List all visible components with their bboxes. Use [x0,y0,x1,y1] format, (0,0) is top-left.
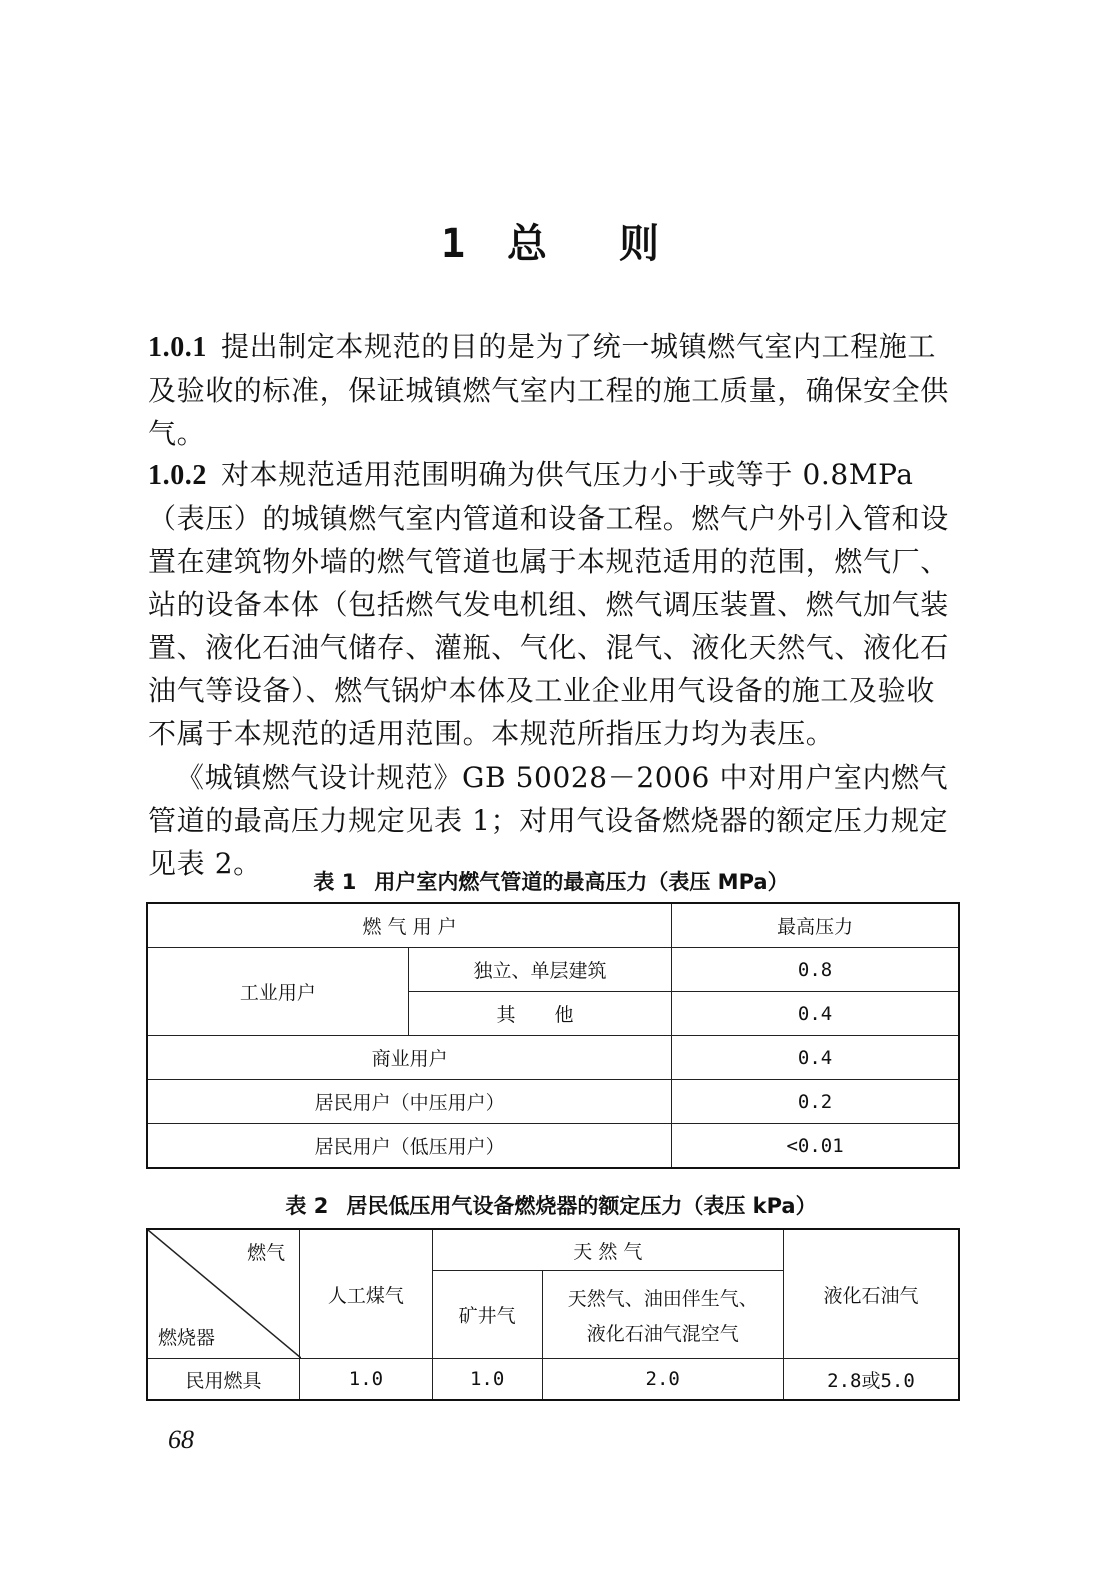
row-value-lpg: 2.8或5.0 [783,1359,959,1401]
table-row [147,1080,959,1124]
table1-caption-number: 表 1 [313,870,357,894]
header-lpg: 液化石油气 [783,1229,959,1359]
table-row [147,1124,959,1169]
header-natural-sub-line1: 天然气、油田伴生气、 [567,1287,758,1310]
chapter-number: 1 [440,221,468,267]
table-row [147,1359,959,1401]
row-value: 0.2 [672,1080,959,1124]
row-label: 独立、单层建筑 [408,948,671,992]
clause-text: 对本规范适用范围明确为供气压力小于或等于 0.8MPa（表压）的城镇燃气室内管道和设备工程。燃气户外引入管和设置在建筑物外墙的燃气管道也属于本规范适用的范围，燃气厂、站的设备本体（包括燃气发电机组、燃气调压装置、燃气加气装置、液化石油气储存、灌瓶、气化、混气、液化天然气、液化石油气等设备）、燃气锅炉本体及工业企业用气设备的施工及验收不属于本规范的适用范围。本规范所指压力均为表压。 [148,458,949,750]
clause-1-0-2 [148,453,960,755]
row-value-mine: 1.0 [432,1359,542,1401]
industrial-user-cell: 工业用户 [147,948,408,1036]
header-natural-gas: 天 然 气 [432,1229,783,1271]
row-label: 居民用户（低压用户） [147,1124,672,1169]
table1-caption [0,866,1102,896]
clause-text: 提出制定本规范的目的是为了统一城镇燃气室内工程施工及验收的标准，保证城镇燃气室内工程的施工质量，确保安全供气。 [148,330,949,450]
row-label: 其 他 [408,992,671,1036]
table2-caption-number: 表 2 [285,1194,329,1218]
chapter-title-part2: 则 [619,220,662,267]
row-value: 0.4 [672,1036,959,1080]
row-label: 民用燃具 [147,1359,300,1401]
clause-1-0-1 [148,325,960,455]
corner-burner-label: 燃烧器 [158,1327,216,1349]
chapter-title-part1: 总 [507,220,550,267]
table-row [147,1036,959,1080]
table2-burner-pressure [146,1228,960,1401]
paragraph-reference: 《城镇燃气设计规范》GB 50028－2006 中对用户室内燃气管道的最高压力规定见表 1；对用气设备燃烧器的额定压力规定见表 2。 [148,761,949,880]
clause-number: 1.0.2 [148,460,207,491]
corner-gas-label: 燃气 [247,1242,286,1264]
table1-max-pressure [146,902,960,1169]
table2-caption [0,1190,1102,1220]
row-value-artificial: 1.0 [300,1359,433,1401]
header-natural-sub [542,1271,783,1359]
row-label: 居民用户（中压用户） [147,1080,672,1124]
table2-caption-text: 居民低压用气设备燃烧器的额定压力（表压 kPa） [346,1194,817,1218]
row-value: 0.8 [672,948,959,992]
header-natural-sub-line2: 液化石油气混空气 [586,1322,739,1345]
row-value-natural: 2.0 [542,1359,783,1401]
clause-number: 1.0.1 [148,332,207,363]
table-header-row [147,1229,959,1271]
table1-caption-text: 用户室内燃气管道的最高压力（表压 MPa） [374,870,789,894]
row-label: 商业用户 [147,1036,672,1080]
header-max-pressure: 最高压力 [672,903,959,948]
header-artificial-gas: 人工煤气 [300,1229,433,1359]
header-mine-gas: 矿井气 [432,1271,542,1359]
header-gas-user: 燃 气 用 户 [147,903,672,948]
page-number: 68 [168,1425,194,1454]
row-value: 0.4 [672,992,959,1036]
table-header-row [147,903,959,948]
corner-cell [147,1229,300,1359]
table-row [147,948,959,992]
row-value: <0.01 [672,1124,959,1169]
chapter-title [0,212,1102,269]
